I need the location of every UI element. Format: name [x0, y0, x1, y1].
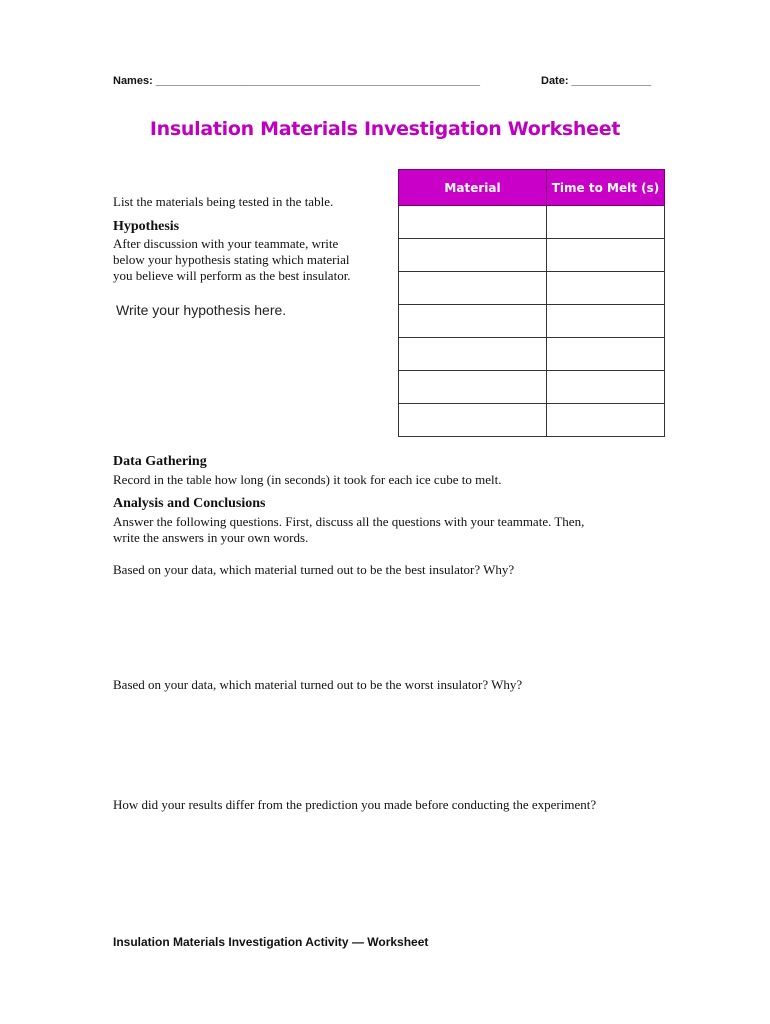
- column-header-material: Material: [399, 170, 547, 206]
- material-cell[interactable]: [399, 272, 547, 305]
- time-cell[interactable]: [547, 272, 665, 305]
- table-row: [399, 404, 665, 437]
- question-prediction-difference: How did your results differ from the prediction you made before conducting the experiment?: [113, 797, 597, 812]
- hypothesis-instructions: [113, 236, 393, 284]
- hypothesis-line: After discussion with your teammate, write: [113, 236, 339, 251]
- material-cell[interactable]: [399, 371, 547, 404]
- hypothesis-input[interactable]: Write your hypothesis here.: [116, 302, 287, 318]
- material-cell[interactable]: [399, 404, 547, 437]
- intro-text: List the materials being tested in the table.: [113, 194, 334, 209]
- time-cell[interactable]: [547, 305, 665, 338]
- table-row: [399, 338, 665, 371]
- material-cell[interactable]: [399, 338, 547, 371]
- table-row: [399, 206, 665, 239]
- data-gathering-text: Record in the table how long (in seconds) it took for each ice cube to melt.: [113, 472, 502, 487]
- data-gathering-heading: Data Gathering: [113, 454, 207, 469]
- analysis-heading: Analysis and Conclusions: [113, 496, 266, 511]
- page-title: Insulation Materials Investigation Worksheet: [149, 118, 621, 140]
- table-row: [399, 272, 665, 305]
- page-footer: Insulation Materials Investigation Activity — Worksheet: [113, 935, 429, 949]
- material-cell[interactable]: [399, 305, 547, 338]
- question-worst-insulator: Based on your data, which material turned out to be the worst insulator? Why?: [113, 677, 523, 692]
- analysis-line: write the answers in your own words.: [113, 530, 309, 545]
- table-row: [399, 239, 665, 272]
- materials-table: [398, 169, 665, 437]
- names-field[interactable]: Names: _____________________________________________________: [113, 75, 481, 87]
- time-cell[interactable]: [547, 338, 665, 371]
- time-cell[interactable]: [547, 404, 665, 437]
- date-field[interactable]: Date: _____________: [541, 75, 652, 87]
- time-cell[interactable]: [547, 206, 665, 239]
- question-best-insulator: Based on your data, which material turned out to be the best insulator? Why?: [113, 562, 515, 577]
- column-header-time: Time to Melt (s): [547, 170, 665, 206]
- table-header-row: [399, 170, 665, 206]
- time-cell[interactable]: [547, 371, 665, 404]
- analysis-instructions: [113, 514, 673, 546]
- hypothesis-line: below your hypothesis stating which material: [113, 252, 350, 267]
- table-row: [399, 371, 665, 404]
- material-cell[interactable]: [399, 239, 547, 272]
- hypothesis-line: you believe will perform as the best insulator.: [113, 268, 351, 283]
- table-row: [399, 305, 665, 338]
- analysis-line: Answer the following questions. First, discuss all the questions with your teammate. Then,: [113, 514, 585, 529]
- material-cell[interactable]: [399, 206, 547, 239]
- time-cell[interactable]: [547, 239, 665, 272]
- hypothesis-heading: Hypothesis: [113, 219, 180, 234]
